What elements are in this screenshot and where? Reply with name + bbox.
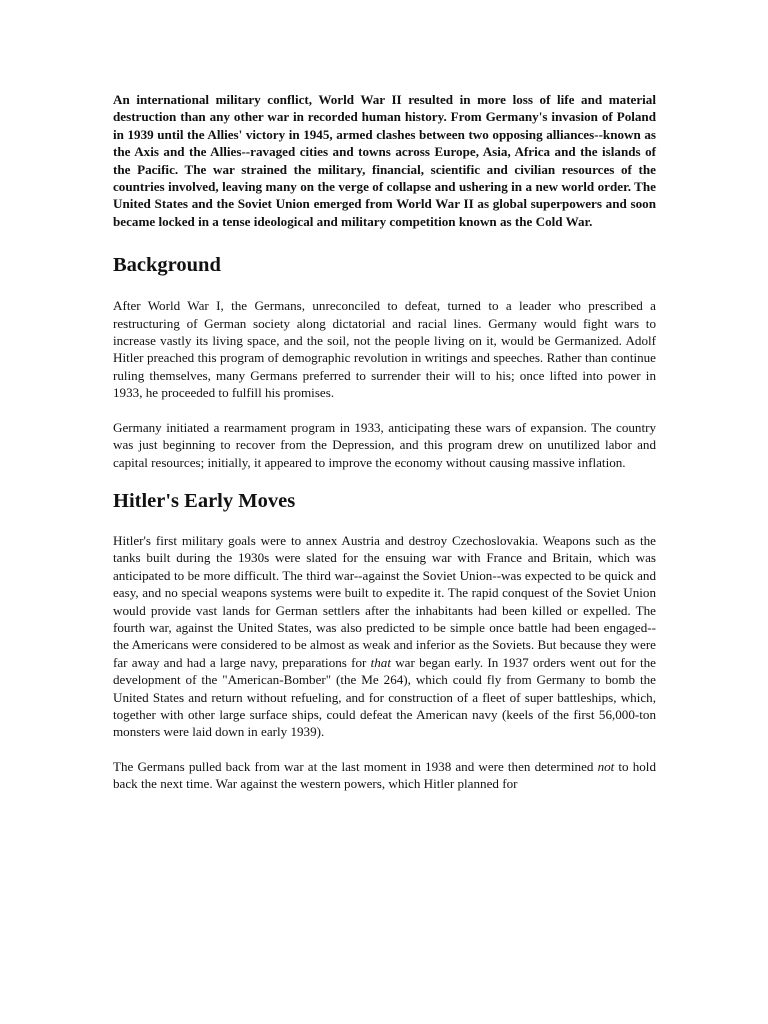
background-paragraph-2: Germany initiated a rearmament program in 1933, anticipating these wars of expansion. The country was just beginning to recover from the Depression, and this program drew on unutilized labor and capital resources; initially, it appeared to improve the economy without causing massive inflation. xyxy=(113,419,656,470)
early-moves-p2-italic-word: not xyxy=(597,758,615,774)
early-moves-p2-text-end: to hold back the next time. War against the western powers, which Hitler planned for xyxy=(113,758,656,792)
early-moves-p2-text-start: The Germans pulled back from war at the last moment in 1938 and were then determined xyxy=(113,758,598,774)
background-heading: Background xyxy=(113,254,221,277)
background-paragraph-1: After World War I, the Germans, unreconciled to defeat, turned to a leader who prescribed a restructuring of German society along dictatorial and racial lines. Germany would fight wars to increase vastly its living space, and the soil, not the people living on it, would be Germanized. Adolf Hitler preached this program of demographic revolution in writings and speeches. Rather than continue ruling themselves, many Germans preferred to surrender their will to his; once lifted into power in 1933, he proceeded to fulfill his promises. xyxy=(113,298,656,401)
early-moves-paragraph-1 xyxy=(113,532,656,741)
early-moves-heading: Hitler's Early Moves xyxy=(113,489,296,512)
early-moves-p1-italic-word: that xyxy=(370,654,391,670)
early-moves-paragraph-2 xyxy=(113,758,656,793)
intro-paragraph: An international military conflict, World War II resulted in more loss of life and material destruction than any other war in recorded human history. From Germany's invasion of Poland in 1939 until the Allies' victory in 1945, armed clashes between two opposing alliances--known as the Axis and the Allies--ravaged cities and towns across Europe, Asia, Africa and the islands of the Pacific. The war strained the military, financial, scientific and civilian resources of the countries involved, leaving many on the verge of collapse and ushering in a new world order. The United States and the Soviet Union emerged from World War II as global superpowers and soon became locked in a tense ideological and military competition known as the Cold War. xyxy=(113,92,656,229)
early-moves-p1-text-end: war began early. In 1937 orders went out for the development of the "American-Bomber" (the Me 264), which could fly from Germany to bomb the United States and return without refueling, and for construction of a fleet of super battleships, which, together with other large surface ships, could defeat the American navy (keels of the first 56,000-ton monsters were laid down in early 1939). xyxy=(113,654,656,740)
early-moves-p1-text-start: Hitler's first military goals were to annex Austria and destroy Czechoslovakia. Weapons such as the tanks built during the 1930s were slated for the ensuing war with France and Britain, which was anticipated to be more difficult. The third war--against the Soviet Union--was expected to be quick and easy, and no special weapons systems were built to expedite it. The rapid conquest of the Soviet Union would provide vast lands for German settlers after the inhabitants had been killed or expelled. The fourth war, against the United States, was also predicted to be simple once battle had been engaged--the Americans were considered to be almost as weak and inferior as the Soviets. But because they were far away and had a large navy, preparations for xyxy=(113,532,656,670)
